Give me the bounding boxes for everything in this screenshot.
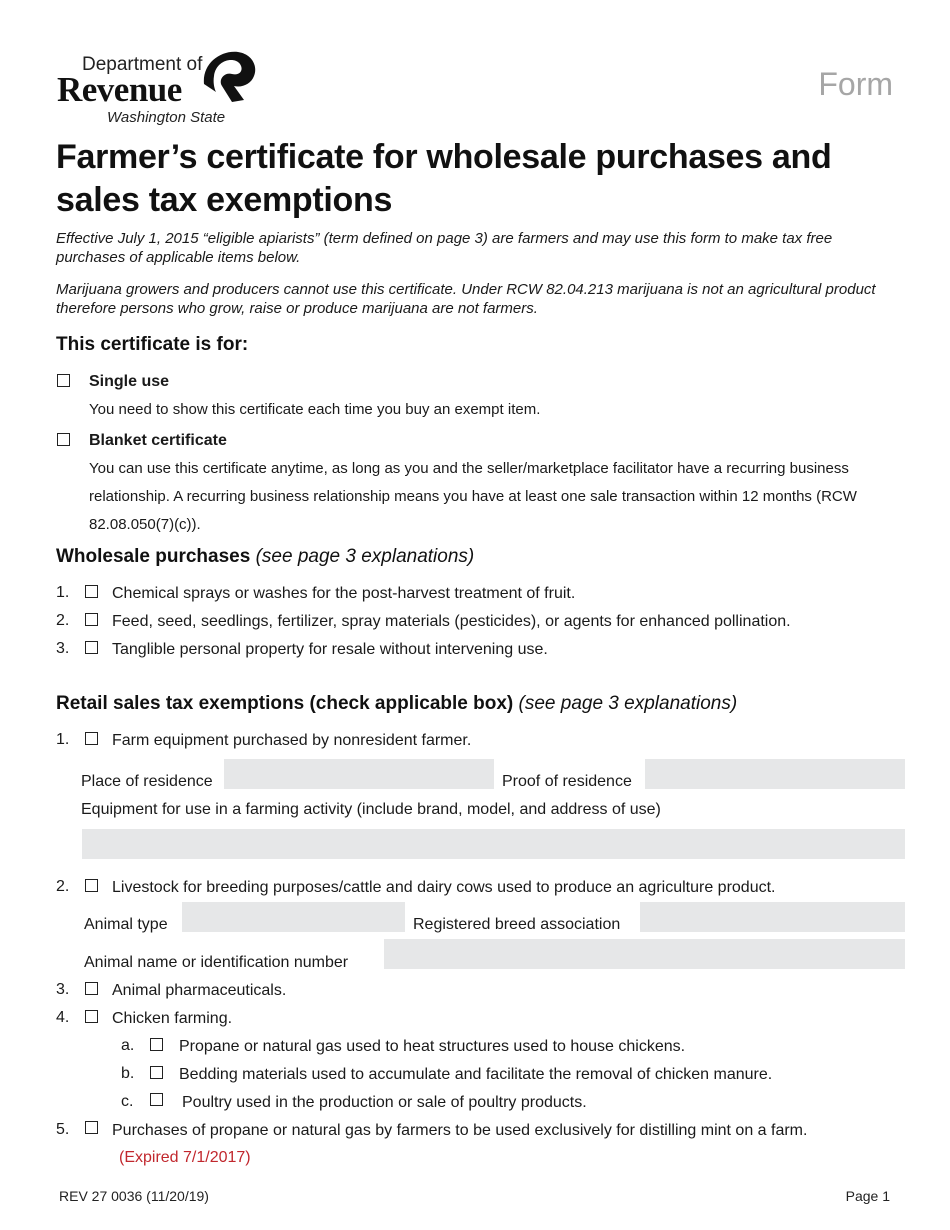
registered-breed-label: Registered breed association bbox=[413, 916, 621, 933]
wholesale-item-1-text: Chemical sprays or washes for the post-harvest treatment of fruit. bbox=[112, 585, 576, 602]
retail-item-1-checkbox[interactable] bbox=[85, 732, 98, 745]
animal-id-label: Animal name or identification number bbox=[84, 954, 349, 971]
wholesale-item-3-text: Tanglible personal property for resale without intervening use. bbox=[112, 641, 548, 658]
wholesale-item-2-checkbox[interactable] bbox=[85, 613, 98, 626]
form-label: Form bbox=[818, 66, 893, 102]
retail-item-number: 1. bbox=[56, 731, 70, 748]
retail-item-number: 5. bbox=[56, 1121, 70, 1138]
retail-item-3-checkbox[interactable] bbox=[85, 982, 98, 995]
retail-item-number: 4. bbox=[56, 1009, 70, 1026]
single-use-checkbox[interactable] bbox=[57, 374, 70, 387]
retail-item-2-checkbox[interactable] bbox=[85, 879, 98, 892]
wholesale-item-number: 2. bbox=[56, 612, 70, 629]
proof-of-residence-label: Proof of residence bbox=[502, 773, 632, 790]
logo-state-text: Washington State bbox=[107, 109, 226, 126]
single-use-description: You need to show this certificate each time you buy an exempt item. bbox=[89, 401, 541, 418]
retail-item-3-text: Animal pharmaceuticals. bbox=[112, 982, 287, 999]
retail-heading-note: (see page 3 explanations) bbox=[518, 693, 738, 714]
revenue-logo-icon bbox=[198, 46, 260, 106]
intro-paragraph-marijuana: Marijuana growers and producers cannot use this certificate. Under RCW 82.04.213 marijuana is not an agricultural product therefore persons who grow, raise or produce marijuana are not farmers. bbox=[56, 281, 876, 317]
chicken-sub-c-text: Poultry used in the production or sale of poultry products. bbox=[182, 1094, 587, 1111]
wholesale-item-2-text: Feed, seed, seedlings, fertilizer, spray materials (pesticides), or agents for enhanced pollination. bbox=[112, 613, 791, 630]
retail-item-1-text: Farm equipment purchased by nonresident farmer. bbox=[112, 732, 472, 749]
form-number: REV 27 0036 (11/20/19) bbox=[59, 1188, 209, 1204]
place-of-residence-field[interactable] bbox=[224, 759, 494, 789]
wholesale-heading-note: (see page 3 explanations) bbox=[255, 546, 475, 567]
blanket-certificate-label: Blanket certificate bbox=[89, 432, 227, 449]
animal-id-field[interactable] bbox=[384, 939, 905, 969]
sub-item-letter: b. bbox=[121, 1065, 135, 1082]
retail-item-4-checkbox[interactable] bbox=[85, 1010, 98, 1023]
page-number: Page 1 bbox=[845, 1188, 890, 1204]
intro-paragraph-apiarists: Effective July 1, 2015 “eligible apiarists” (term defined on page 3) are farmers and may use this form to make tax free purchases of applicable items below. bbox=[56, 230, 833, 266]
certificate-for-heading: This certificate is for: bbox=[56, 334, 249, 355]
wholesale-item-number: 3. bbox=[56, 640, 70, 657]
retail-heading-text: Retail sales tax exemptions (check applicable box) bbox=[56, 693, 514, 714]
wholesale-item-number: 1. bbox=[56, 584, 70, 601]
expired-note: (Expired 7/1/2017) bbox=[119, 1149, 251, 1166]
animal-type-label: Animal type bbox=[84, 916, 168, 933]
wholesale-heading bbox=[56, 546, 474, 568]
logo-revenue-text: Revenue bbox=[57, 70, 182, 109]
wholesale-item-3-checkbox[interactable] bbox=[85, 641, 98, 654]
sub-item-letter: a. bbox=[121, 1037, 135, 1054]
page-title: Farmer’s certificate for wholesale purchases and sales tax exemptions bbox=[56, 138, 832, 219]
retail-item-number: 3. bbox=[56, 981, 70, 998]
proof-of-residence-field[interactable] bbox=[645, 759, 905, 789]
retail-item-4-text: Chicken farming. bbox=[112, 1010, 233, 1027]
chicken-sub-c-checkbox[interactable] bbox=[150, 1093, 163, 1106]
blanket-certificate-description: You can use this certificate anytime, as long as you and the seller/marketplace facilitator have a recurring business relationship. A recurring business relationship means you have at least one sale transaction within 12 months (RCW 82.08.050(7)(c)). bbox=[89, 460, 857, 533]
retail-item-5-text: Purchases of propane or natural gas by farmers to be used exclusively for distilling mint on a farm. bbox=[112, 1122, 808, 1139]
retail-heading bbox=[56, 693, 737, 715]
blanket-certificate-checkbox[interactable] bbox=[57, 433, 70, 446]
sub-item-letter: c. bbox=[121, 1093, 134, 1110]
chicken-sub-a-text: Propane or natural gas used to heat structures used to house chickens. bbox=[179, 1038, 686, 1055]
wholesale-heading-text: Wholesale purchases bbox=[56, 546, 251, 567]
single-use-label: Single use bbox=[89, 373, 170, 390]
equipment-use-field[interactable] bbox=[82, 829, 905, 859]
equipment-use-label: Equipment for use in a farming activity (include brand, model, and address of use) bbox=[81, 801, 661, 818]
animal-type-field[interactable] bbox=[182, 902, 405, 932]
chicken-sub-b-checkbox[interactable] bbox=[150, 1066, 163, 1079]
registered-breed-field[interactable] bbox=[640, 902, 905, 932]
chicken-sub-b-text: Bedding materials used to accumulate and facilitate the removal of chicken manure. bbox=[179, 1066, 773, 1083]
retail-item-2-text: Livestock for breeding purposes/cattle and dairy cows used to produce an agriculture product. bbox=[112, 879, 776, 896]
wholesale-item-1-checkbox[interactable] bbox=[85, 585, 98, 598]
chicken-sub-a-checkbox[interactable] bbox=[150, 1038, 163, 1051]
retail-item-5-checkbox[interactable] bbox=[85, 1121, 98, 1134]
logo-department-text: Department of bbox=[82, 54, 203, 75]
retail-item-number: 2. bbox=[56, 878, 70, 895]
place-of-residence-label: Place of residence bbox=[81, 773, 213, 790]
